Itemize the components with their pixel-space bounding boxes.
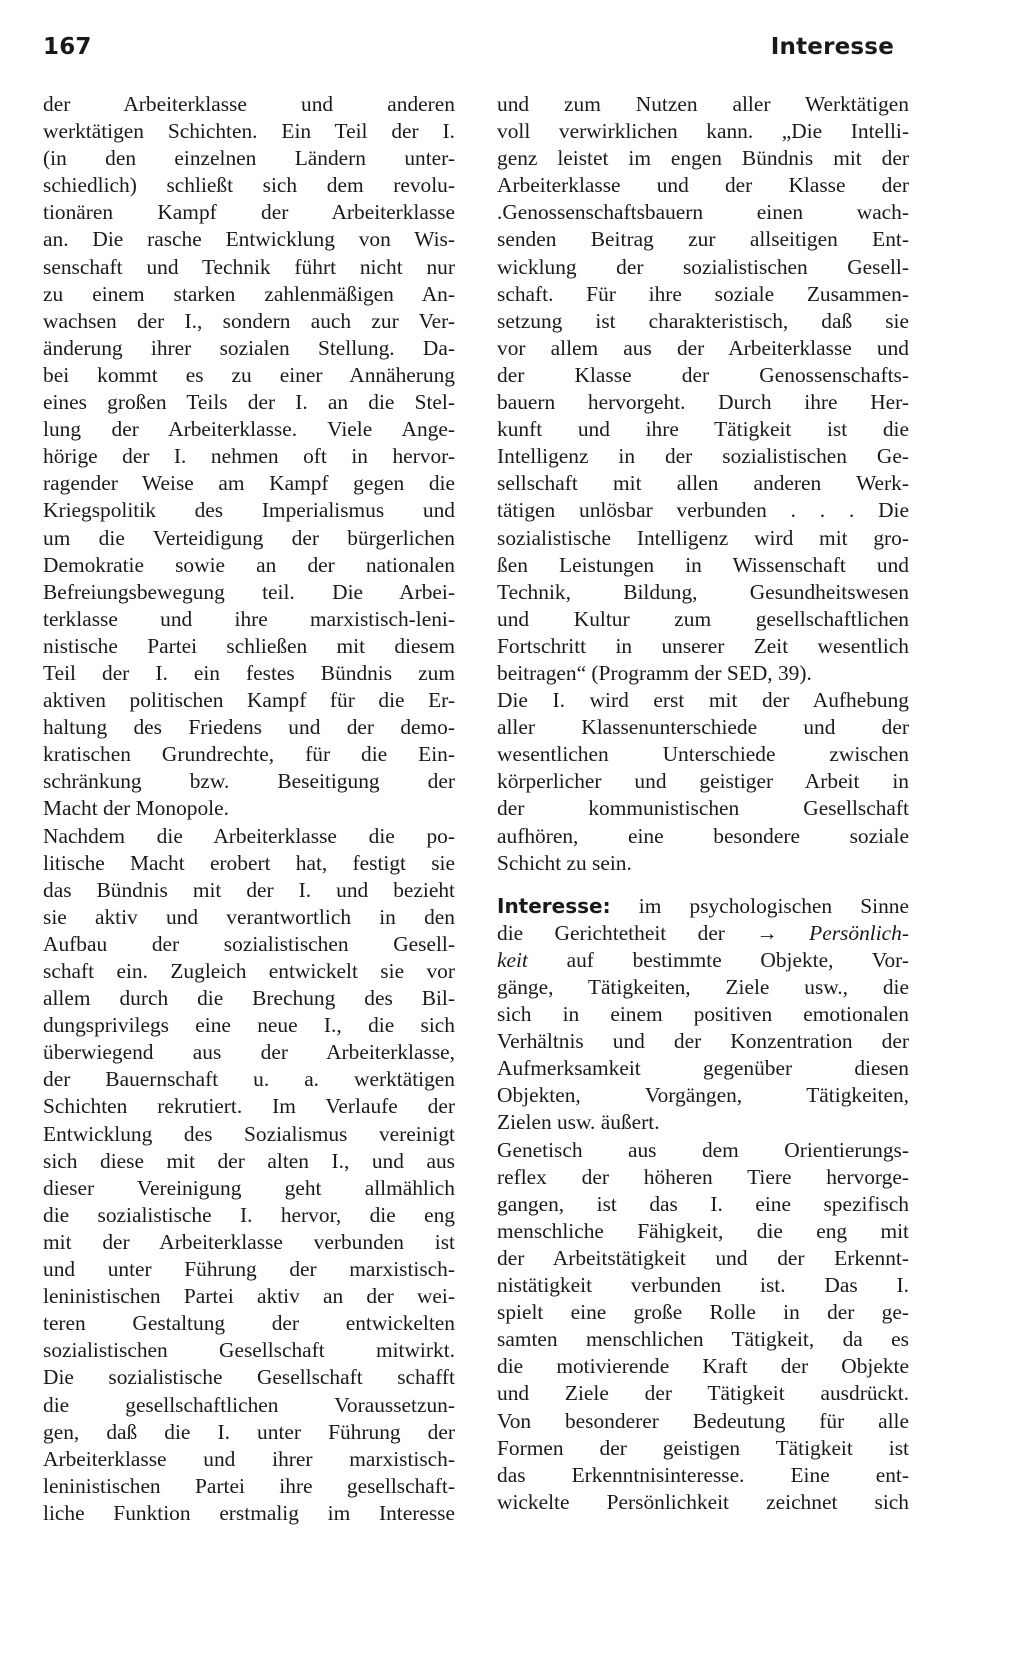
text-line: und Ziele der Tätigkeit ausdrückt. <box>497 1381 909 1406</box>
text-line: das Erkenntnisinteresse. Eine ent- <box>497 1462 909 1487</box>
text-line: spielt eine große Rolle in der ge- <box>497 1300 909 1325</box>
text-line: leninistischen Partei ihre gesellschaft- <box>43 1473 455 1498</box>
entry-body <box>497 974 909 1516</box>
text-line: vor allem aus der Arbeiterklasse und <box>497 335 909 360</box>
text-line: Von besonderer Bedeutung für alle <box>497 1408 909 1433</box>
text-line: hörige der I. nehmen oft in hervor- <box>43 444 455 469</box>
text-line: genz leistet im engen Bündnis mit der <box>497 146 909 171</box>
right-column <box>497 91 909 1516</box>
text-line: bei kommt es zu einer Annäherung <box>43 362 455 387</box>
text-line: setzung ist charakteristisch, daß sie <box>497 308 909 333</box>
text-line: sellschaft mit allen anderen Werk- <box>497 471 909 496</box>
text-line: aller Klassenunterschiede und der <box>497 715 909 740</box>
text-line: Teil der I. ein festes Bündnis zum <box>43 660 455 685</box>
text-line: der Arbeiterklasse und anderen <box>43 92 455 116</box>
text-line: Befreiungsbewegung teil. Die Arbei- <box>43 579 455 604</box>
text-line: wickelte Persönlichkeit zeichnet sich <box>497 1489 909 1514</box>
cross-reference-link[interactable]: keit <box>497 947 528 972</box>
text-line: menschliche Fähigkeit, die eng mit <box>497 1218 909 1243</box>
text-line: wesentlichen Unterschiede zwischen <box>497 742 909 767</box>
text-line: sozialistische Intelligenz wird mit gro- <box>497 525 909 550</box>
entry-line <box>497 920 909 947</box>
left-column <box>43 91 455 1527</box>
entry-text: im psychologischen Sinne <box>638 893 909 918</box>
text-line: sich diese mit der alten I., und aus <box>43 1148 455 1173</box>
text-line: die sozialistische I. hervor, die eng <box>43 1202 455 1227</box>
text-line: terklasse und ihre marxistisch-leni- <box>43 606 455 631</box>
text-line: und Kultur zum gesellschaftlichen <box>497 606 909 631</box>
text-line: voll verwirklichen kann. „Die Intelli- <box>497 119 909 144</box>
text-line: der Klasse der Genossenschafts- <box>497 362 909 387</box>
text-line: mit der Arbeiterklasse verbunden ist <box>43 1229 455 1254</box>
text-line: zu einem starken zahlenmäßigen An- <box>43 281 455 306</box>
text-line: der Arbeitstätigkeit und der Erkennt- <box>497 1245 909 1270</box>
text-line: tionären Kampf der Arbeiterklasse <box>43 200 455 225</box>
text-line: die gesellschaftlichen Voraussetzun- <box>43 1392 455 1417</box>
text-line: Macht der Monopole. <box>43 796 229 821</box>
text-line: samten menschlichen Tätigkeit, da es <box>497 1327 909 1352</box>
text-line: Fortschritt in unserer Zeit wesentlich <box>497 633 909 658</box>
text-line: Technik, Bildung, Gesundheitswesen <box>497 579 909 604</box>
text-line: teren Gestaltung der entwickelten <box>43 1311 455 1336</box>
right-column-top-text <box>497 91 909 877</box>
text-line: die motivierende Kraft der Objekte <box>497 1354 909 1379</box>
text-line: Formen der geistigen Tätigkeit ist <box>497 1435 909 1460</box>
text-line: der Bauernschaft u. a. werktätigen <box>43 1067 455 1092</box>
text-line: körperlicher und geistiger Arbeit in <box>497 769 909 794</box>
text-line: das Bündnis mit der I. und bezieht <box>43 877 455 902</box>
text-line: an. Die rasche Entwicklung von Wis- <box>43 227 455 252</box>
text-line: Zielen usw. äußert. <box>497 1110 660 1135</box>
text-line: Verhältnis und der Konzentration der <box>497 1029 909 1054</box>
text-line: Kriegspolitik des Imperialismus und <box>43 498 455 523</box>
entry-line <box>497 947 909 974</box>
text-line: Nachdem die Arbeiterklasse die po- <box>43 823 455 848</box>
text-line: reflex der höheren Tiere hervorge- <box>497 1164 909 1189</box>
text-line: gangen, ist das I. eine spezifisch <box>497 1191 909 1216</box>
cross-reference-link[interactable]: Persönlich- <box>809 920 909 945</box>
text-line: nistische Partei schließen mit diesem <box>43 633 455 658</box>
entry-headword: Interesse: <box>497 893 611 918</box>
running-title: Interesse <box>770 34 894 60</box>
text-line: liche Funktion erstmalig im Interesse <box>43 1500 455 1525</box>
text-line: ßen Leistungen in Wissenschaft und <box>497 552 909 577</box>
text-line: nistätigkeit verbunden ist. Das I. <box>497 1273 909 1298</box>
text-line: um die Verteidigung der bürgerlichen <box>43 525 455 550</box>
text-line: und unter Führung der marxistisch- <box>43 1257 455 1282</box>
page-number: 167 <box>43 34 92 60</box>
text-line: sich in einem positiven emotionalen <box>497 1002 909 1027</box>
text-line: schaft ein. Zugleich entwickelt sie vor <box>43 959 455 983</box>
text-line: ragender Weise am Kampf gegen die <box>43 471 455 496</box>
text-line: Demokratie sowie an der nationalen <box>43 552 455 577</box>
text-line: eines großen Teils der I. an die Stel- <box>43 390 455 415</box>
text-line: schränkung bzw. Beseitigung der <box>43 769 455 794</box>
text-line: dieser Vereinigung geht allmählich <box>43 1175 455 1200</box>
text-line: kratischen Grundrechte, für die Ein- <box>43 742 455 767</box>
text-line: Aufbau der sozialistischen Gesell- <box>43 931 455 956</box>
text-line: aktiven politischen Kampf für die Er- <box>43 688 455 713</box>
text-line: überwiegend aus der Arbeiterklasse, <box>43 1040 455 1065</box>
entry-text: die Gerichtetheit der <box>497 920 725 945</box>
entry-gap <box>497 877 909 893</box>
text-line: senschaft und Technik führt nicht nur <box>43 254 455 279</box>
entry-line <box>497 893 909 920</box>
text-line: tätigen unlösbar verbunden . . . Die <box>497 498 909 523</box>
text-line: kunft und ihre Tätigkeit ist die <box>497 417 909 442</box>
text-line: der kommunistischen Gesellschaft <box>497 796 909 821</box>
text-line: aufhören, eine besondere soziale <box>497 823 909 848</box>
text-line: wicklung der sozialistischen Gesell- <box>497 254 909 279</box>
text-line: Genetisch aus dem Orientierungs- <box>497 1137 909 1162</box>
cross-reference-arrow-icon: → <box>756 920 778 945</box>
dictionary-entry <box>497 893 909 1516</box>
text-line: leninistischen Partei aktiv an der wei- <box>43 1284 455 1309</box>
text-line: bauern hervorgeht. Durch ihre Her- <box>497 390 909 415</box>
text-line: beitragen“ (Programm der SED, 39). <box>497 660 812 685</box>
text-line: dungsprivilegs eine neue I., die sich <box>43 1013 455 1038</box>
text-line: wachsen der I., sondern auch zur Ver- <box>43 308 455 333</box>
text-line: Entwicklung des Sozialismus vereinigt <box>43 1121 455 1146</box>
text-line: Aufmerksamkeit gegenüber diesen <box>497 1056 909 1081</box>
text-line: Arbeiterklasse und der Klasse der <box>497 173 909 198</box>
text-line: .Genossenschaftsbauern einen wach- <box>497 200 909 225</box>
text-line: sie aktiv und verantwortlich in den <box>43 904 455 929</box>
text-line: Die sozialistische Gesellschaft schafft <box>43 1365 455 1390</box>
text-line: werktätigen Schichten. Ein Teil der I. <box>43 119 455 144</box>
text-line: Objekten, Vorgängen, Tätigkeiten, <box>497 1083 909 1108</box>
text-line: (in den einzelnen Ländern unter- <box>43 146 455 171</box>
text-line: lung der Arbeiterklasse. Viele Ange- <box>43 417 455 442</box>
text-line: Arbeiterklasse und ihrer marxistisch- <box>43 1446 455 1471</box>
text-line: gen, daß die I. unter Führung der <box>43 1419 455 1444</box>
text-line: Schicht zu sein. <box>497 850 632 875</box>
text-line: litische Macht erobert hat, festigt sie <box>43 850 455 875</box>
entry-text: auf bestimmte Objekte, Vor- <box>566 947 909 972</box>
text-line: und zum Nutzen aller Werktätigen <box>497 92 909 116</box>
text-line: senden Beitrag zur allseitigen Ent- <box>497 227 909 252</box>
text-line: haltung des Friedens und der demo- <box>43 715 455 740</box>
text-line: sozialistischen Gesellschaft mitwirkt. <box>43 1338 455 1363</box>
text-line: gänge, Tätigkeiten, Ziele usw., die <box>497 975 909 999</box>
text-line: schaft. Für ihre soziale Zusammen- <box>497 281 909 306</box>
text-line: Intelligenz in der sozialistischen Ge- <box>497 444 909 469</box>
text-line: änderung ihrer sozialen Stellung. Da- <box>43 335 455 360</box>
text-line: Schichten rekrutiert. Im Verlaufe der <box>43 1094 455 1119</box>
text-line: allem durch die Brechung des Bil- <box>43 986 455 1011</box>
text-line: Die I. wird erst mit der Aufhebung <box>497 688 909 713</box>
text-line: schiedlich) schließt sich dem revolu- <box>43 173 455 198</box>
